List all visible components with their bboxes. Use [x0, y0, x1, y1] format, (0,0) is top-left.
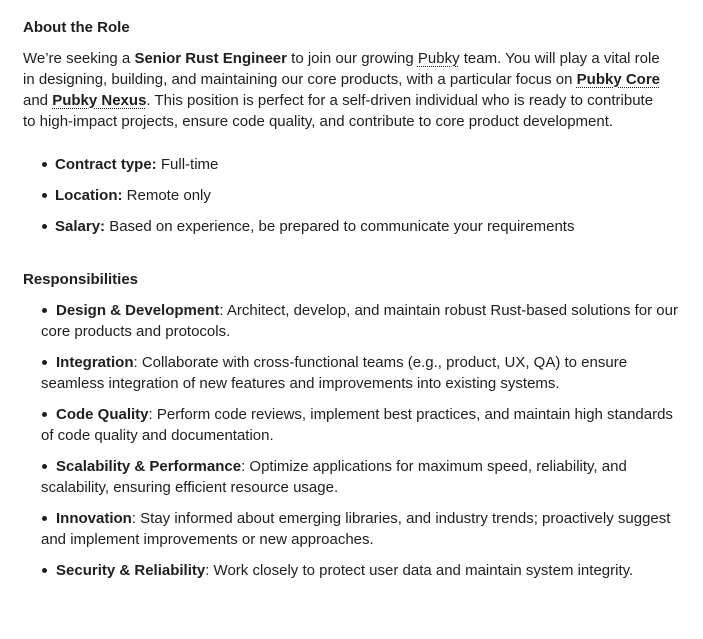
- bullet-icon: [42, 568, 47, 573]
- intro-text-2: to join our growing: [286, 50, 418, 67]
- responsibility-item: [41, 508, 681, 550]
- responsibility-title: Security & Reliability: [56, 562, 206, 579]
- fact-salary: [41, 216, 683, 237]
- responsibility-title: Code Quality: [56, 406, 149, 423]
- responsibility-text: : Architect, develop, and maintain robust Rust-based solutions for our core products and protocols.: [41, 302, 678, 340]
- fact-label: Location:: [55, 187, 123, 204]
- responsibility-item: [41, 404, 681, 446]
- responsibility-item: [41, 560, 681, 581]
- intro-text-1: We’re seeking a: [23, 50, 135, 67]
- intro-paragraph: [23, 48, 663, 132]
- fact-value: Full-time: [156, 156, 219, 173]
- pubky-nexus-link[interactable]: Pubky Nexus: [52, 92, 147, 109]
- responsibilities-heading: Responsibilities: [23, 271, 139, 288]
- fact-value: Remote only: [122, 187, 211, 204]
- fact-label: Contract type:: [55, 156, 157, 173]
- responsibility-title: Design & Development: [56, 302, 220, 319]
- responsibility-item: [41, 300, 681, 342]
- bullet-icon: [42, 360, 47, 365]
- responsibility-title: Integration: [56, 354, 134, 371]
- responsibility-text: : Stay informed about emerging libraries, and industry trends; proactively suggest and implement improvements or new approaches.: [41, 510, 671, 548]
- pubky-core-link[interactable]: Pubky Core: [576, 71, 661, 88]
- responsibility-title: Innovation: [56, 510, 132, 527]
- fact-label: Salary:: [55, 218, 106, 235]
- bullet-icon: [42, 516, 47, 521]
- fact-contract-type: [41, 154, 683, 175]
- responsibility-text: : Optimize applications for maximum speed, reliability, and scalability, ensuring efficient resource usage.: [41, 458, 627, 496]
- intro-text-3: team. You will play a vital role in designing, building, and maintaining our core products, with a particular focus on: [23, 50, 660, 88]
- intro-text-4: and: [23, 92, 53, 109]
- role-title: Senior Rust Engineer: [134, 50, 287, 67]
- job-facts-list: [23, 154, 683, 237]
- responsibility-text: : Perform code reviews, implement best practices, and maintain high standards of code quality and documentation.: [41, 406, 673, 444]
- bullet-icon: [42, 308, 47, 313]
- responsibilities-list: [23, 300, 681, 581]
- bullet-icon: [42, 412, 47, 417]
- fact-location: [41, 185, 683, 206]
- intro-text-5: . This position is perfect for a self-driven individual who is ready to contribute to high-impact projects, ensure code quality, and contribute to core product development.: [23, 92, 654, 130]
- pubky-link[interactable]: Pubky: [417, 50, 460, 67]
- responsibility-title: Scalability & Performance: [56, 458, 242, 475]
- responsibility-item: [41, 456, 681, 498]
- bullet-icon: [42, 464, 47, 469]
- fact-value: Based on experience, be prepared to communicate your requirements: [105, 218, 575, 235]
- responsibility-text: : Collaborate with cross-functional teams (e.g., product, UX, QA) to ensure seamless integration of new features and improvements into existing systems.: [41, 354, 628, 392]
- responsibility-item: [41, 352, 681, 394]
- about-heading: About the Role: [23, 19, 130, 36]
- responsibility-text: : Work closely to protect user data and maintain system integrity.: [205, 562, 634, 579]
